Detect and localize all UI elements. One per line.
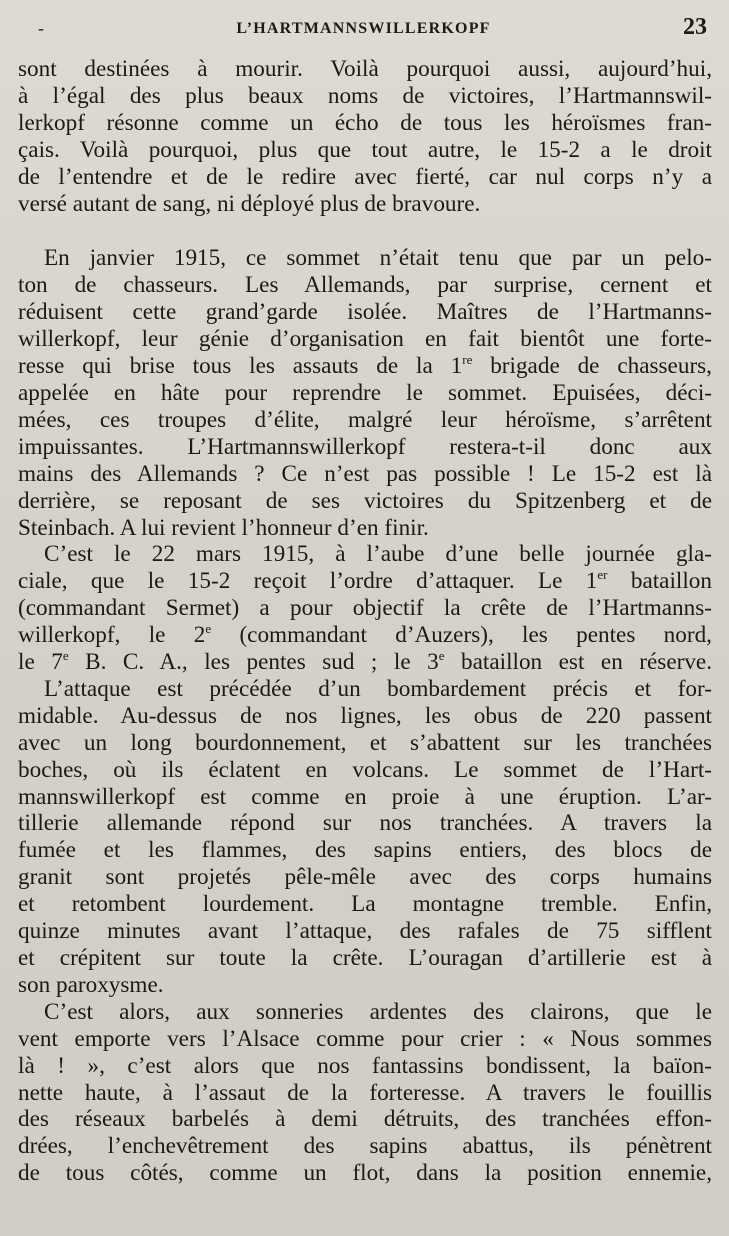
text-line: boches, où ils éclatent en volcans. Le sommet de l’Hart- xyxy=(18,756,712,783)
text-line: lerkopf résonne comme un écho de tous les héroïsmes fran- xyxy=(18,109,712,136)
text-line: C’est le 22 mars 1915, à l’aube d’une belle journée gla- xyxy=(44,541,712,568)
text-line: réduisent cette grand’garde isolée. Maîtres de l’Hartmanns- xyxy=(18,299,712,326)
text-line: et retombent lourdement. La montagne tremble. Enfin, xyxy=(18,891,712,918)
text-line: fumée et les flammes, des sapins entiers, des blocs de xyxy=(18,837,712,864)
text-line: impuissantes. L’Hartmannswillerkopf restera-t-il donc aux xyxy=(18,433,712,460)
text-line: willerkopf, le 2e (commandant d’Auzers), les pentes nord, xyxy=(18,621,712,649)
running-title: L’HARTMANNSWILLERKOPF xyxy=(236,20,491,37)
text-line: de l’entendre et de le redire avec fierté, car nul corps n’y a xyxy=(18,163,712,190)
text-line: quinze minutes avant l’attaque, des rafales de 75 sifflent xyxy=(18,918,712,945)
paragraph-5 xyxy=(18,999,712,1187)
text-line: drées, l’enchevêtrement des sapins abattus, ils pénètrent xyxy=(18,1133,712,1160)
text-line: le 7e B. C. A., les pentes sud ; le 3e bataillon est en réserve. xyxy=(18,648,713,676)
header-dash: - xyxy=(38,18,44,38)
text-line: midable. Au-dessus de nos lignes, les obus de 220 passent xyxy=(18,702,712,729)
text-line: ciale, que le 15-2 reçoit l’ordre d’attaquer. Le 1er bataillon xyxy=(18,567,712,595)
text-line: mées, ces troupes d’élite, malgré leur héroïsme, s’arrêtent xyxy=(18,406,712,433)
text-line: nette haute, à l’assaut de la forteresse. A travers le fouillis xyxy=(18,1079,712,1106)
text-line: (commandant Sermet) a pour objectif la crête de l’Hartmanns- xyxy=(18,595,712,622)
text-line: tillerie allemande répond sur nos tranchées. A travers la xyxy=(18,810,712,837)
text-line: versé autant de sang, ni déployé plus de bravoure. xyxy=(18,190,481,217)
text-line: C’est alors, aux sonneries ardentes des clairons, que le xyxy=(44,998,712,1025)
text-line: L’attaque est précédée d’un bombardement précis et for- xyxy=(44,675,712,702)
text-line: avec un long bourdonnement, et s’abattent sur les tranchées xyxy=(18,729,712,756)
paragraph-4 xyxy=(18,676,712,999)
page-body xyxy=(18,56,712,1187)
paragraph-2 xyxy=(18,245,712,541)
text-line: willerkopf, leur génie d’organisation en fait bientôt une forte- xyxy=(18,326,712,353)
running-header xyxy=(16,14,711,44)
text-line: En janvier 1915, ce sommet n’était tenu que par un pelo- xyxy=(44,245,712,272)
text-line: derrière, se reposant de ses victoires du Spitzenberg et de xyxy=(18,487,712,514)
text-line: Steinbach. A lui revient l’honneur d’en finir. xyxy=(18,514,429,541)
text-line: mannswillerkopf est comme en proie à une éruption. L’ar- xyxy=(18,783,712,810)
text-line: à l’égal des plus beaux noms de victoires, l’Hartmannswil- xyxy=(18,82,712,109)
paragraph-1 xyxy=(18,56,712,217)
text-line: çais. Voilà pourquoi, plus que tout autre, le 15-2 a le droit xyxy=(18,136,712,163)
text-line: appelée en hâte pour reprendre le sommet. Epuisées, déci- xyxy=(18,379,712,406)
text-line: mains des Allemands ? Ce n’est pas possible ! Le 15-2 est là xyxy=(18,460,712,487)
text-line: et crépitent sur toute la crête. L’ouragan d’artillerie est à xyxy=(18,945,712,971)
section-gap xyxy=(18,217,712,245)
paragraph-3 xyxy=(18,541,712,676)
text-line: de tous côtés, comme un flot, dans la position ennemie, xyxy=(18,1160,712,1187)
text-line: resse qui brise tous les assauts de la 1re brigade de chasseurs, xyxy=(18,352,712,380)
text-line: granit sont projetés pêle-mêle avec des corps humains xyxy=(18,864,712,891)
text-line: son paroxysme. xyxy=(18,971,164,998)
text-line: sont destinées à mourir. Voilà pourquoi aussi, aujourd’hui, xyxy=(18,56,712,82)
text-line: des réseaux barbelés à demi détruits, des tranchées effon- xyxy=(18,1106,712,1133)
page-number: 23 xyxy=(683,14,707,40)
text-line: vent emporte vers l’Alsace comme pour crier : « Nous sommes xyxy=(18,1025,712,1052)
text-line: là ! », c’est alors que nos fantassins bondissent, la baïon- xyxy=(18,1052,712,1079)
text-line: ton de chasseurs. Les Allemands, par surprise, cernent et xyxy=(18,272,712,299)
